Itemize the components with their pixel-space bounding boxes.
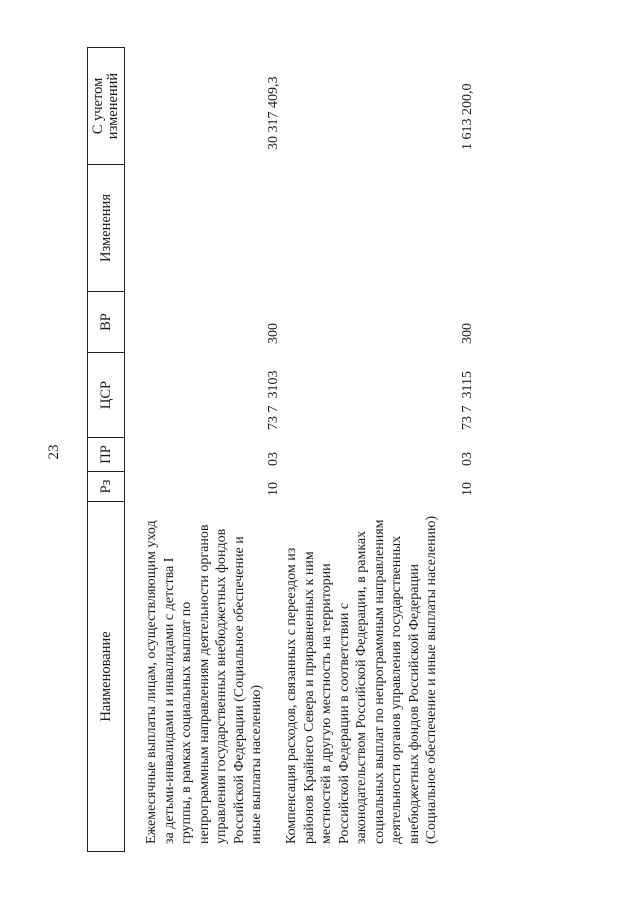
row-pr: 03 [266, 452, 281, 466]
row-rz: 10 [266, 482, 281, 496]
column-header-name: Наименование [88, 501, 124, 851]
row-name: Компенсация расходов, связанных с переездом из районов Крайнего Севера и приравненных к ним местностей в другую местность на территории Российской Федерации в соответствии с законодательством Российской Федерации, в рамках социальных выплат по непрограммным направлениям деятельности органов управления государственных внебюджетных фондов Российской Федерации (Социальное обеспечение и иные выплаты населению) [284, 515, 439, 844]
page-number: 23 [46, 444, 62, 460]
row-pr: 03 [460, 452, 475, 466]
row-total: 30 317 409,3 [266, 76, 281, 150]
column-header-vr: ВР [88, 291, 124, 352]
column-header-rz: Рз [88, 471, 124, 501]
budget-table [87, 47, 627, 852]
column-header-changes: Изменения [88, 164, 124, 291]
row-rz: 10 [460, 482, 475, 496]
row-csr: 73 7 3115 [460, 371, 475, 430]
column-header-total: С учетом изменений [90, 72, 121, 140]
column-header-csr: ЦСР [88, 352, 124, 437]
row-total: 1 613 200,0 [460, 83, 475, 150]
column-header-pr: ПР [88, 437, 124, 471]
row-csr: 73 7 3103 [266, 370, 281, 430]
row-name: Ежемесячные выплаты лицам, осуществляющим уход за детьми-инвалидами и инвалидами с детства I группы, в рамках социальных выплат по непрограммным направлениям деятельности органов управления государственных внебюджетных фондов Российской Федерации (Социальное обеспечение и иные выплаты населению) [144, 520, 264, 844]
table-header [87, 47, 125, 852]
row-vr: 300 [266, 323, 281, 344]
row-vr: 300 [460, 323, 475, 344]
